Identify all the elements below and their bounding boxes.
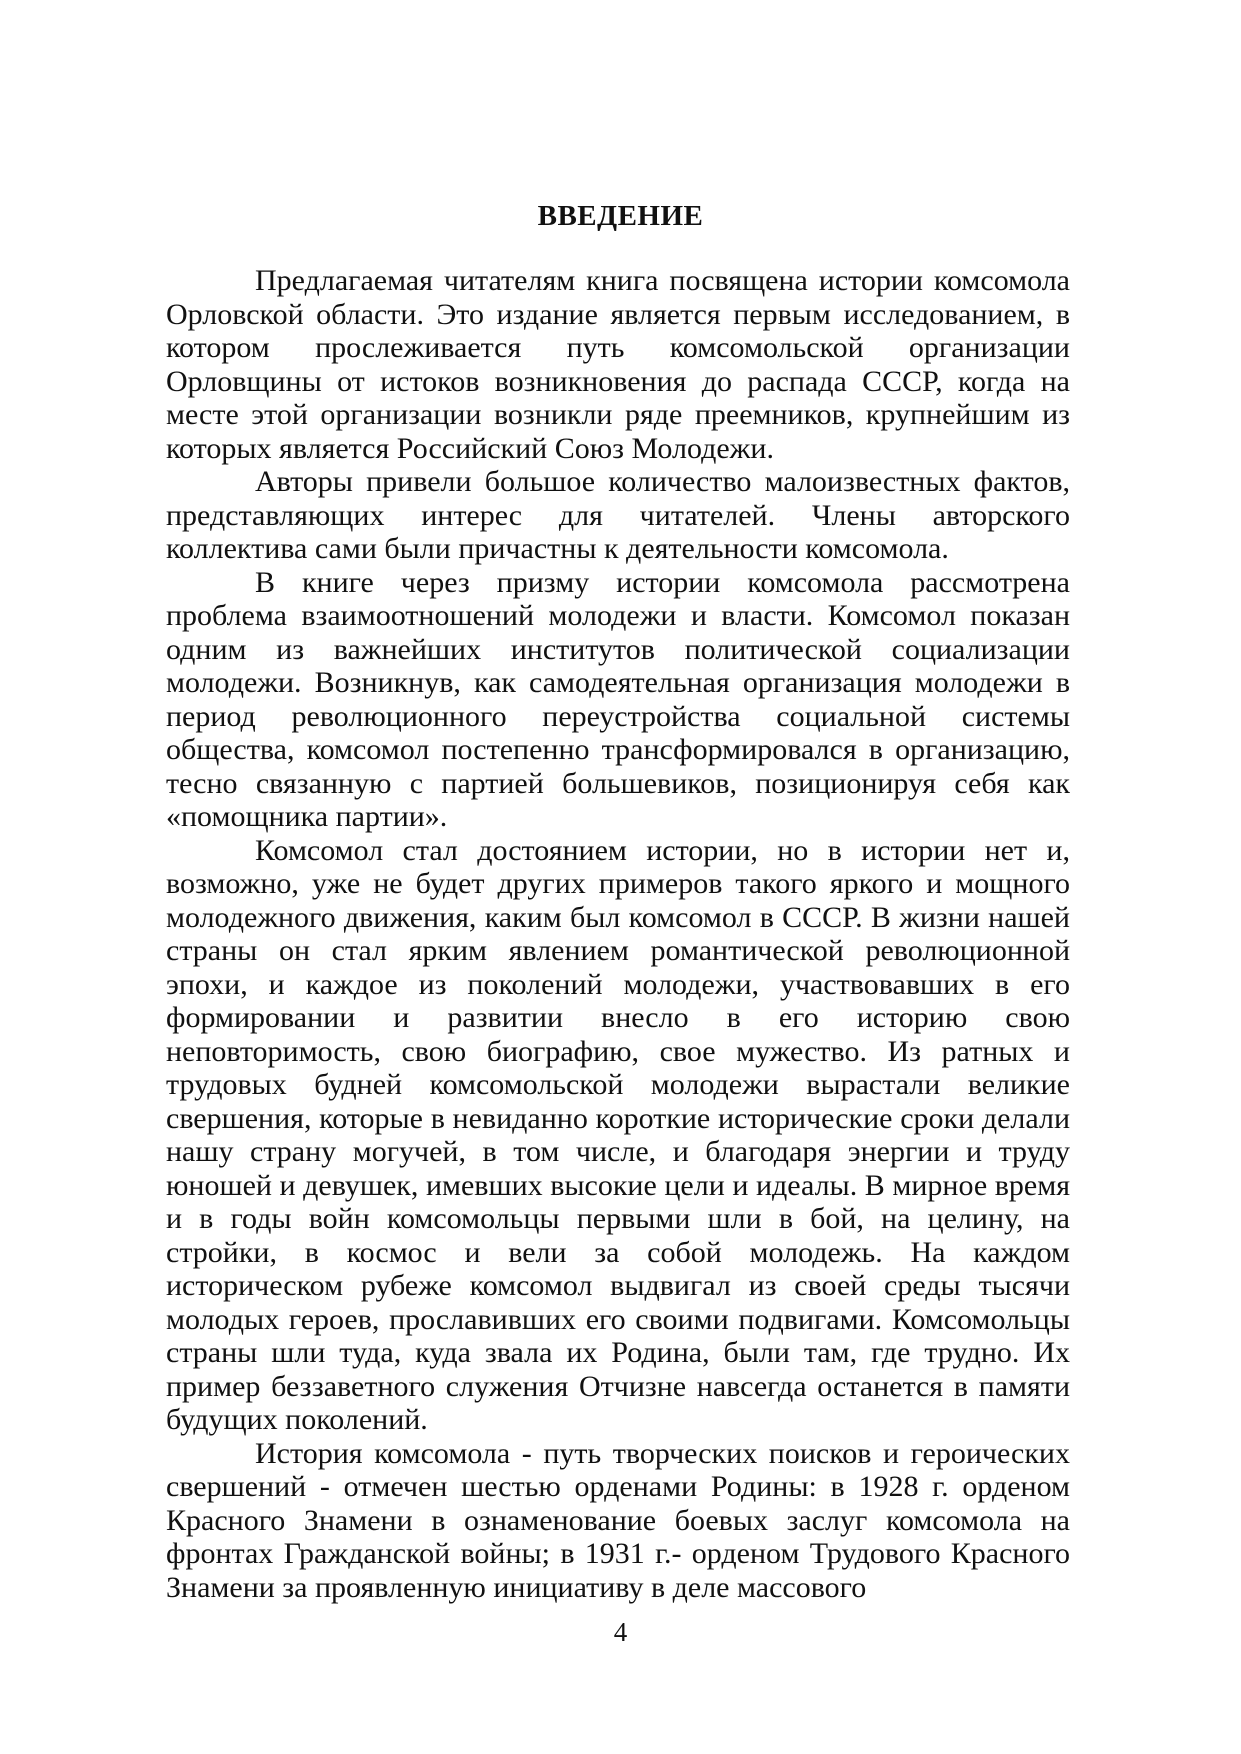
- paragraph-youth-and-power: В книге через призму истории комсомола рассмотрена проблема взаимоотношений молодежи и власти. Комсомол показан одним из важнейших институтов политической социализации молодежи. Возникнув, как самодеятельная организация молодежи в период революционного переустройства социальной системы общества, комсомол постепенно трансформировался в организацию, тесно связанную с партией большевиков, позиционируя себя как «помощника партии».: [166, 565, 1070, 833]
- body-text: [166, 264, 1070, 1604]
- paragraph-authors: Авторы привели большое количество малоизвестных фактов, представляющих интерес для читателей. Члены авторского коллектива сами были причастны к деятельности комсомола.: [166, 465, 1070, 565]
- paragraph-orders: История комсомола - путь творческих поисков и героических свершений - отмечен шестью орденами Родины: в 1928 г. орденом Красного Знамени в ознаменование боевых заслуг комсомола на фронтах Гражданской войны; в 1931 г.- орденом Трудового Красного Знамени за проявленную инициативу в деле массового: [166, 1436, 1070, 1604]
- page-title: ВВЕДЕНИЕ: [537, 200, 704, 232]
- paragraph-intro: Предлагаемая читателям книга посвящена истории комсомола Орловской области. Это издание является первым исследованием, в котором прослеживается путь комсомольской организации Орловщины от истоков возникновения до распада СССР, когда на месте этой организации возникли ряде преемников, крупнейшим из которых является Российский Союз Молодежи.: [166, 264, 1070, 465]
- page-number: 4: [613, 1617, 628, 1647]
- paragraph-komsomol-history: Комсомол стал достоянием истории, но в истории нет и, возможно, уже не будет других примеров такого яркого и мощного молодежного движения, каким был комсомол в СССР. В жизни нашей страны он стал ярким явлением романтической революционной эпохи, и каждое из поколений молодежи, участвовавших в его формировании и развитии внесло в его историю свою неповторимость, свою биографию, свое мужество. Из ратных и трудовых будней комсомольской молодежи вырастали великие свершения, которые в невиданно короткие исторические сроки делали нашу страну могучей, в том числе, и благодаря энергии и труду юношей и девушек, имевших высокие цели и идеалы. В мирное время и в годы войн комсомольцы первыми шли в бой, на целину, на стройки, в космос и вели за собой молодежь. На каждом историческом рубеже комсомол выдвигал из своей среды тысячи молодых героев, прославивших его своими подвигами. Комсомольцы страны шли туда, куда звала их Родина, были там, где трудно. Их пример беззаветного служения Отчизне навсегда останется в памяти будущих поколений.: [166, 833, 1070, 1436]
